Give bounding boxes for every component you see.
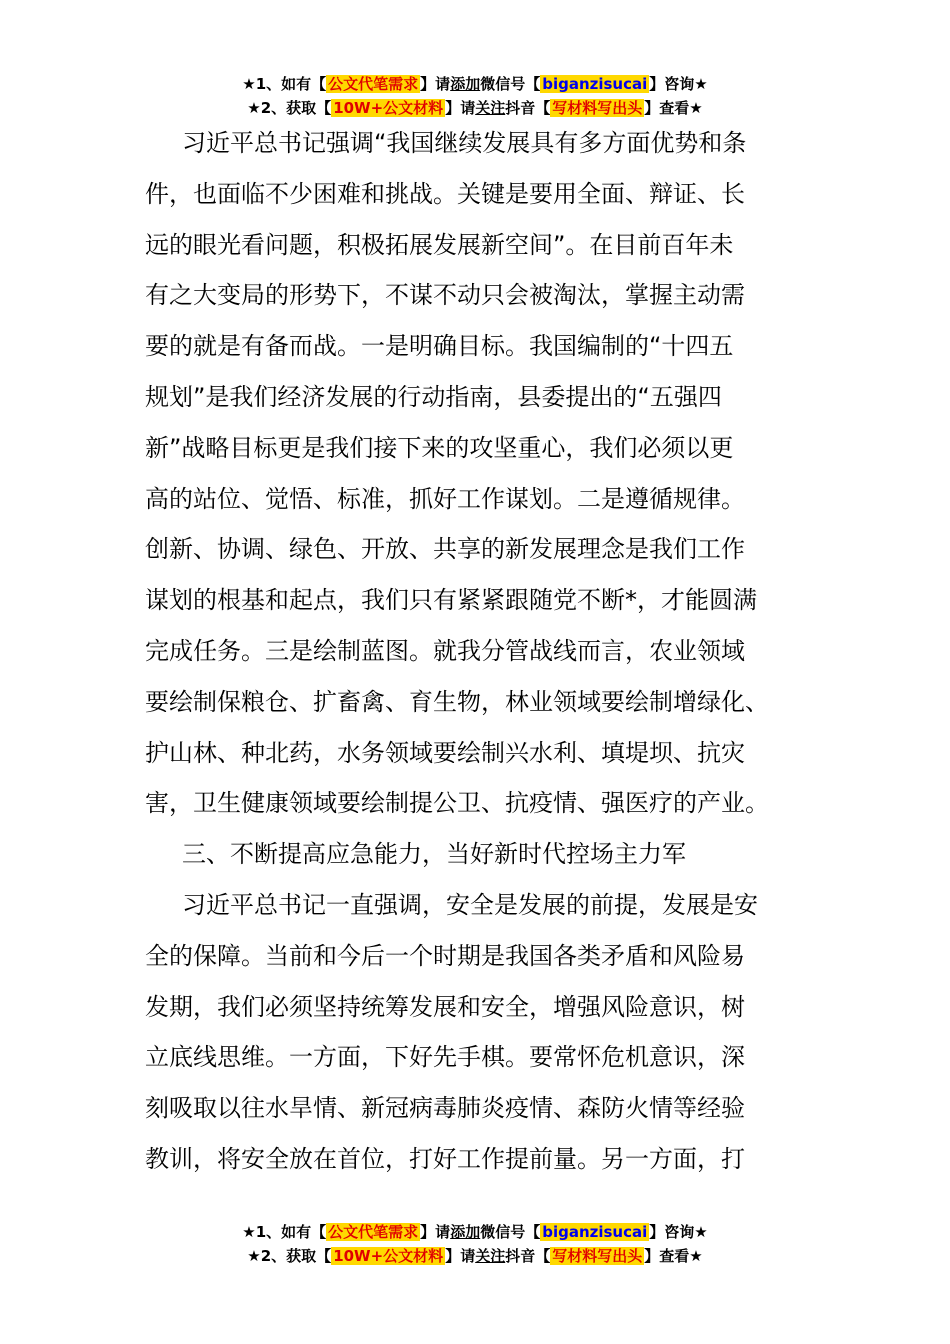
text-line: 完成任务。三是绘制蓝图。就我分管战线而言，农业领域 (145, 636, 745, 665)
footer-banner (0, 1220, 950, 1268)
banner-text: 】请 (420, 75, 451, 93)
text-line: 习近平总书记强调“我国继续发展具有多方面优势和条 (182, 129, 747, 157)
text-line: 教训，将安全放在首位，打好工作提前量。另一方面，打 (145, 1144, 745, 1173)
banner-text: 微信号【 (480, 75, 541, 93)
banner-douyin-id: 写材料写出头 (552, 1247, 643, 1265)
banner-douyin-id: 写材料写出头 (552, 99, 643, 117)
banner-line-2 (0, 1244, 950, 1268)
banner-highlight: 10W+公文材料 (333, 1247, 444, 1265)
banner-text: 】请 (445, 1247, 476, 1265)
banner-line-2 (0, 96, 950, 120)
banner-highlight: 公文代笔需求 (328, 75, 419, 93)
text-line: 谋划的根基和起点，我们只有紧紧跟随党不断*，才能圆满 (145, 586, 757, 615)
text-line: 立底线思维。一方面，下好先手棋。要常怀危机意识，深 (145, 1043, 745, 1072)
text-line: 要的就是有备而战。一是明确目标。我国编制的“十四五 (145, 332, 734, 361)
banner-text: 】咨询★ (649, 1223, 708, 1241)
header-banner (0, 72, 950, 120)
banner-underlined: 关注 (475, 99, 506, 117)
banner-text: 】查看★ (644, 99, 703, 117)
banner-text: ★1、如有【 (242, 1223, 327, 1241)
banner-text: 】请 (445, 99, 476, 117)
banner-wechat-id: biganzisucai (542, 75, 648, 93)
document-body (145, 118, 805, 1185)
banner-text: 微信号【 (480, 1223, 541, 1241)
banner-underlined: 添加 (450, 75, 481, 93)
banner-text: ★2、获取【 (247, 99, 332, 117)
banner-text: 】咨询★ (649, 75, 708, 93)
banner-underlined: 关注 (475, 1247, 506, 1265)
text-line: 刻吸取以往水旱情、新冠病毒肺炎疫情、森防火情等经验 (145, 1094, 745, 1123)
text-line: 发期，我们必须坚持统筹发展和安全，增强风险意识，树 (145, 992, 745, 1021)
text-line: 远的眼光看问题，积极拓展发展新空间”。在目前百年未 (145, 230, 734, 259)
text-line: 新”战略目标更是我们接下来的攻坚重心，我们必须以更 (145, 433, 734, 462)
text-line: 全的保障。当前和今后一个时期是我国各类矛盾和风险易 (145, 941, 745, 970)
banner-highlight: 公文代笔需求 (328, 1223, 419, 1241)
text-line: 护山林、种北药，水务领域要绘制兴水利、填堤坝、抗灾 (145, 738, 745, 767)
text-line: 有之大变局的形势下，不谋不动只会被淘汰，掌握主动需 (145, 281, 745, 310)
banner-text: 抖音【 (505, 99, 551, 117)
section-heading: 三、不断提高应急能力，当好新时代控场主力军 (182, 840, 686, 869)
banner-line-1 (0, 1220, 950, 1244)
banner-text: 抖音【 (505, 1247, 551, 1265)
text-line: 规划”是我们经济发展的行动指南，县委提出的“五强四 (145, 382, 722, 411)
text-line: 习近平总书记一直强调，安全是发展的前提，发展是安 (182, 890, 758, 919)
banner-wechat-id: biganzisucai (542, 1223, 648, 1241)
text-line: 要绘制保粮仓、扩畜禽、育生物，林业领域要绘制增绿化、 (145, 687, 769, 716)
banner-line-1 (0, 72, 950, 96)
banner-text: 】请 (420, 1223, 451, 1241)
banner-text: 】查看★ (644, 1247, 703, 1265)
text-line: 高的站位、觉悟、标准，抓好工作谋划。二是遵循规律。 (145, 484, 745, 513)
text-line: 害，卫生健康领域要绘制提公卫、抗疫情、强医疗的产业。 (145, 789, 769, 818)
banner-underlined: 添加 (450, 1223, 481, 1241)
text-line: 件，也面临不少困难和挑战。关键是要用全面、辩证、长 (145, 179, 745, 208)
banner-text: ★2、获取【 (247, 1247, 332, 1265)
text-line: 创新、协调、绿色、开放、共享的新发展理念是我们工作 (145, 535, 745, 564)
banner-text: ★1、如有【 (242, 75, 327, 93)
banner-highlight: 10W+公文材料 (333, 99, 444, 117)
